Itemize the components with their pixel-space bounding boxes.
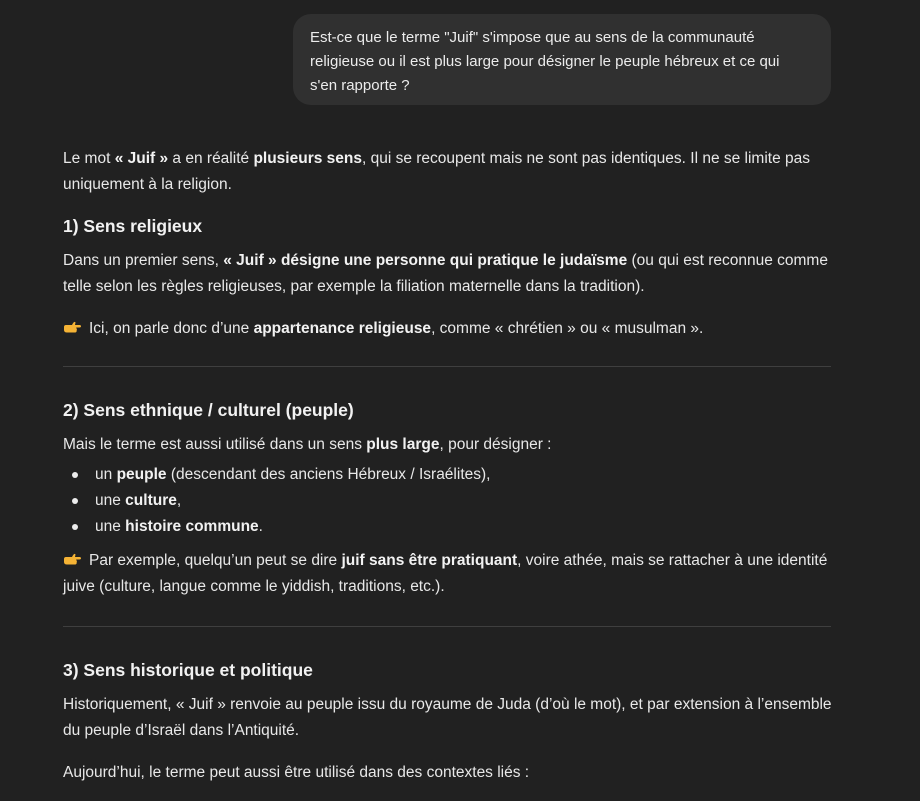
user-message-line: s'en rapporte ? [310,77,410,94]
assistant-answer [63,146,835,786]
list-item: une culture, [63,488,835,514]
intro-paragraph: Le mot « Juif » a en réalité plusieurs sens, qui se recoupent mais ne sont pas identiques. Il ne se limite pas uniquement à la religion. [63,150,811,193]
historical-contexts-paragraph: Aujourd’hui, le terme peut aussi être utilisé dans des contextes liés : [63,764,530,781]
list-item: un peuple (descendant des anciens Hébreux / Israélites), [63,462,835,488]
ethnic-list [63,462,835,540]
section-divider [63,366,831,367]
backhand-index-pointing-right-icon [63,550,81,564]
section-heading-ethnic: 2) Sens ethnique / culturel (peuple) [63,400,354,420]
user-message-bubble [293,14,831,105]
user-message-line: religieuse ou il est plus large pour désigner le peuple hébreux et ce qui [310,53,780,70]
section-heading-historical: 3) Sens historique et politique [63,660,313,680]
religious-note: Ici, on parle donc d’une appartenance religieuse, comme « chrétien » ou « musulman ». [63,316,835,342]
backhand-index-pointing-right-icon [63,318,81,332]
ethnic-note: Par exemple, quelqu’un peut se dire juif sans être pratiquant, voire athée, mais se rattacher à une identité juive (culture, langue comme le yiddish, traditions, etc.). [63,552,828,595]
list-item: une histoire commune. [63,514,835,540]
user-message-line: Est-ce que le terme "Juif" s'impose que au sens de la communauté [310,29,755,46]
ethnic-paragraph: Mais le terme est aussi utilisé dans un sens plus large, pour désigner : [63,436,552,453]
section-divider [63,626,831,627]
religious-paragraph: Dans un premier sens, « Juif » désigne une personne qui pratique le judaïsme (ou qui est reconnue comme telle selon les règles religieuses, par exemple la filiation maternelle dans la tradition). [63,252,828,295]
historical-paragraph: Historiquement, « Juif » renvoie au peuple issu du royaume de Juda (d’où le mot), et par extension à l’ensemble du peuple d’Israël dans l’Antiquité. [63,696,832,739]
section-heading-religious: 1) Sens religieux [63,216,203,236]
